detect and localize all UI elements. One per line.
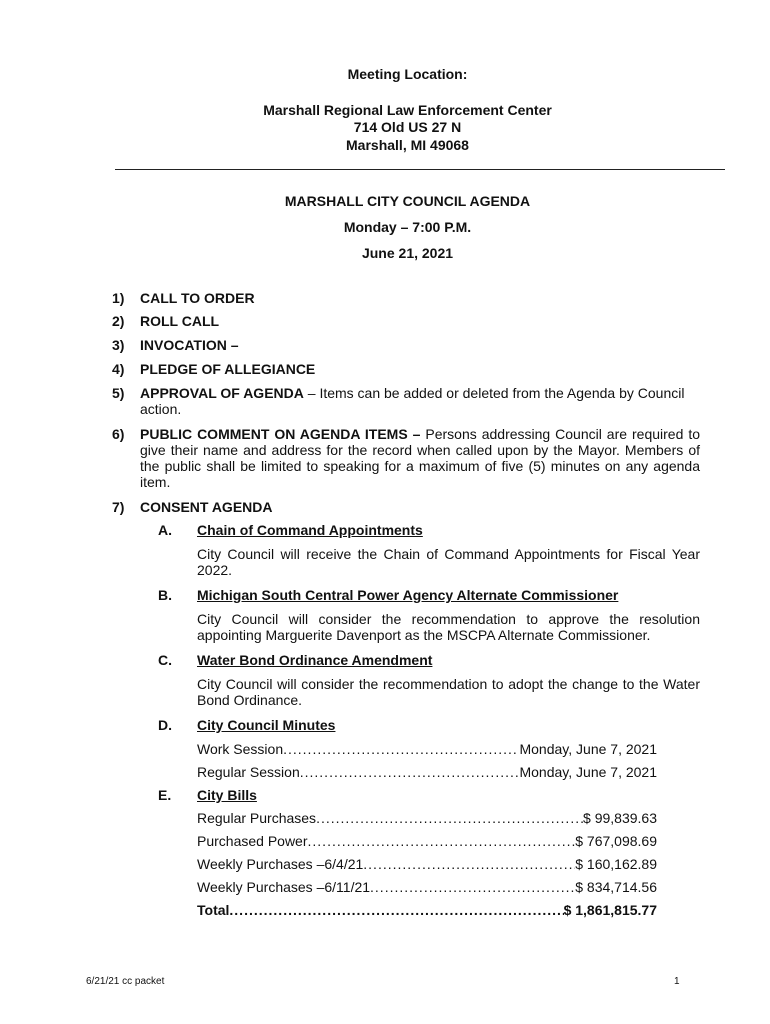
consent-title-b: Michigan South Central Power Agency Alternate Commissioner [197, 587, 619, 603]
item-number: 5) [112, 385, 125, 401]
item-number: 3) [112, 337, 125, 353]
leader-dots [316, 810, 583, 826]
consent-letter-d: D. [158, 717, 172, 733]
minutes-line [197, 741, 657, 757]
agenda-time: Monday – 7:00 P.M. [343, 219, 472, 235]
bill-line [197, 833, 657, 849]
leader-dots [363, 856, 575, 872]
consent-desc-c: City Council will consider the recommendation to adopt the change to the Water Bond Ordinance. [197, 676, 700, 708]
bill-line [197, 879, 657, 895]
divider-line [115, 169, 725, 170]
footer-packet-label: 6/21/21 cc packet [86, 976, 165, 987]
item-number: 1) [112, 290, 125, 306]
consent-title-d: City Council Minutes [197, 717, 336, 733]
item-title: PUBLIC COMMENT ON AGENDA ITEMS – [140, 426, 421, 442]
bill-amount: $ 767,098.69 [575, 833, 657, 849]
minutes-date: Monday, June 7, 2021 [519, 741, 657, 757]
item-number: 2) [112, 313, 125, 329]
bill-amount: $ 834,714.56 [575, 879, 657, 895]
leader-dots [300, 764, 520, 780]
bill-amount: $ 99,839.63 [583, 810, 657, 826]
item-body [140, 426, 700, 490]
consent-title-c: Water Bond Ordinance Amendment [197, 652, 433, 668]
minutes-label: Work Session [197, 741, 284, 757]
consent-desc-b: City Council will consider the recommendation to approve the resolution appointing Marguerite Davenport as the MSCPA Alternate Commissioner. [197, 611, 700, 643]
item-title: ROLL CALL [140, 313, 220, 329]
consent-letter-b: B. [158, 587, 172, 603]
item-number: 4) [112, 361, 125, 377]
minutes-label: Regular Session [197, 764, 300, 780]
bill-label: Weekly Purchases –6/4/21 [197, 856, 364, 872]
item-number: 6) [112, 426, 125, 442]
bill-amount: $ 160,162.89 [575, 856, 657, 872]
page-number: 1 [674, 976, 680, 987]
bill-line [197, 810, 657, 826]
consent-letter-c: C. [158, 652, 172, 668]
item-text: – Items can be added or deleted from the Agenda by Council action. [140, 385, 685, 417]
location-street: 714 Old US 27 N [353, 119, 462, 135]
leader-dots [283, 741, 519, 757]
agenda-title: MARSHALL CITY COUNCIL AGENDA [284, 193, 531, 209]
location-name: Marshall Regional Law Enforcement Center [263, 102, 552, 118]
bill-total-label: Total [197, 902, 230, 918]
leader-dots [229, 902, 563, 918]
item-body [140, 385, 700, 417]
item-title: CONSENT AGENDA [140, 499, 273, 515]
item-number: 7) [112, 499, 125, 515]
minutes-date: Monday, June 7, 2021 [519, 764, 657, 780]
bill-label: Regular Purchases [197, 810, 317, 826]
meeting-location-heading: Meeting Location: [347, 66, 468, 82]
item-title: APPROVAL OF AGENDA [140, 385, 304, 401]
consent-title-e: City Bills [197, 787, 257, 803]
agenda-date: June 21, 2021 [361, 245, 454, 261]
item-title: CALL TO ORDER [140, 290, 255, 306]
consent-title-a: Chain of Command Appointments [197, 522, 423, 538]
consent-letter-e: E. [158, 787, 172, 803]
item-title: INVOCATION – [140, 337, 239, 353]
bill-label: Purchased Power [197, 833, 308, 849]
bill-total-line [197, 902, 657, 918]
bill-label: Weekly Purchases –6/11/21 [197, 879, 371, 895]
bill-line [197, 856, 657, 872]
consent-desc-a: City Council will receive the Chain of Command Appointments for Fiscal Year 2022. [197, 546, 700, 578]
consent-letter-a: A. [158, 522, 172, 538]
bill-total-amount: $ 1,861,815.77 [563, 902, 657, 918]
leader-dots [308, 833, 576, 849]
leader-dots [370, 879, 575, 895]
location-city: Marshall, MI 49068 [346, 137, 469, 153]
item-text: Persons addressing Council are required to give their name and address for the record when called upon by the Mayor. Members of the public shall be limited to speaking for a maximum of five (5) minutes on any agenda item. [140, 426, 701, 490]
minutes-line [197, 764, 657, 780]
item-title: PLEDGE OF ALLEGIANCE [140, 361, 316, 377]
